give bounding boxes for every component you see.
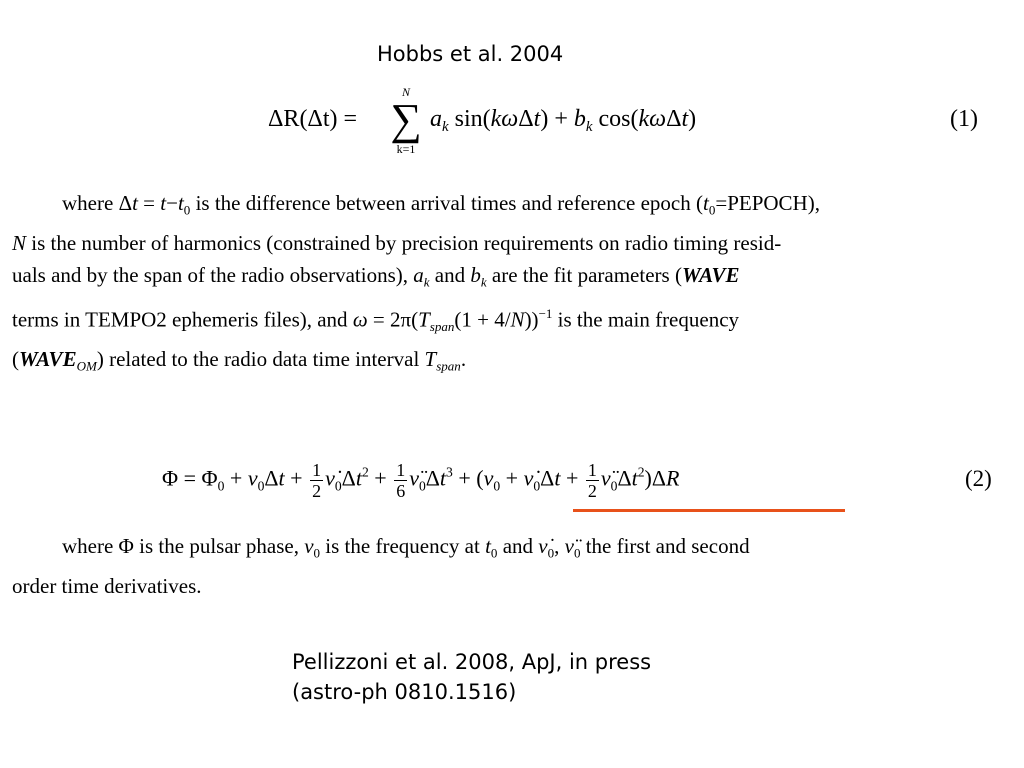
citation-line-1: Pellizzoni et al. 2008, ApJ, in press xyxy=(292,650,652,674)
citation-hobbs: Hobbs et al. 2004 xyxy=(377,42,564,66)
eq1-number: (1) xyxy=(950,106,978,132)
citation-line-2: (astro-ph 0810.1516) xyxy=(292,680,517,704)
eq2-body: $\Phi = \Phi_0 + \nu_0\Delta t$ + $\frac{1}{2}$ $\nu̇_0\Delta t^2$ + $\frac{1}{6}$ $\nü_0\Delta t^3 + (\nu_0$ + $\nu̇_0\Delta t$ + $\frac{1}{2}$ $\nü_0\Delta t^2)\Delta R$ xyxy=(162,460,680,501)
paragraph-2: where Φ is the pulsar phase, $\nu_0$ is the frequency at $t_0$ and $\nu̇_0$, $\nü_0$ the first and second order time derivatives. xyxy=(12,534,750,598)
equation-1 xyxy=(268,82,1008,172)
highlight-underline xyxy=(573,509,845,512)
eq1-lhs: ΔR(Δt) = xyxy=(268,106,358,132)
equation-2 xyxy=(162,440,1012,520)
citation-pellizzoni xyxy=(292,647,651,707)
eq1-rhs: $a_k$ $\sin(k\omega\Delta t) + b_k$ cos(kωΔt) xyxy=(430,106,697,136)
paragraph-1: where $\Delta t = t-t_0$ is the difference between arrival times and reference epoch $(t_0=PEPOCH)$, N is the number of harmonics (constrained by precision requirements on radio timing resid- uals and by the span of the radio observations), $a_k$ and $b_k$ are the fit parameters (WAVE terms in TEMPO2 ephemeris files), and $\omega = 2\pi(T_{span}(1 + 4/N))^{-1}$ is the main frequency $(WAVE_{OM})$ related to the radio data time interval $T_{span}$. xyxy=(12,191,820,374)
eq1-summation: N ∑ k=1 xyxy=(390,85,422,156)
eq2-number: (2) xyxy=(965,466,992,491)
